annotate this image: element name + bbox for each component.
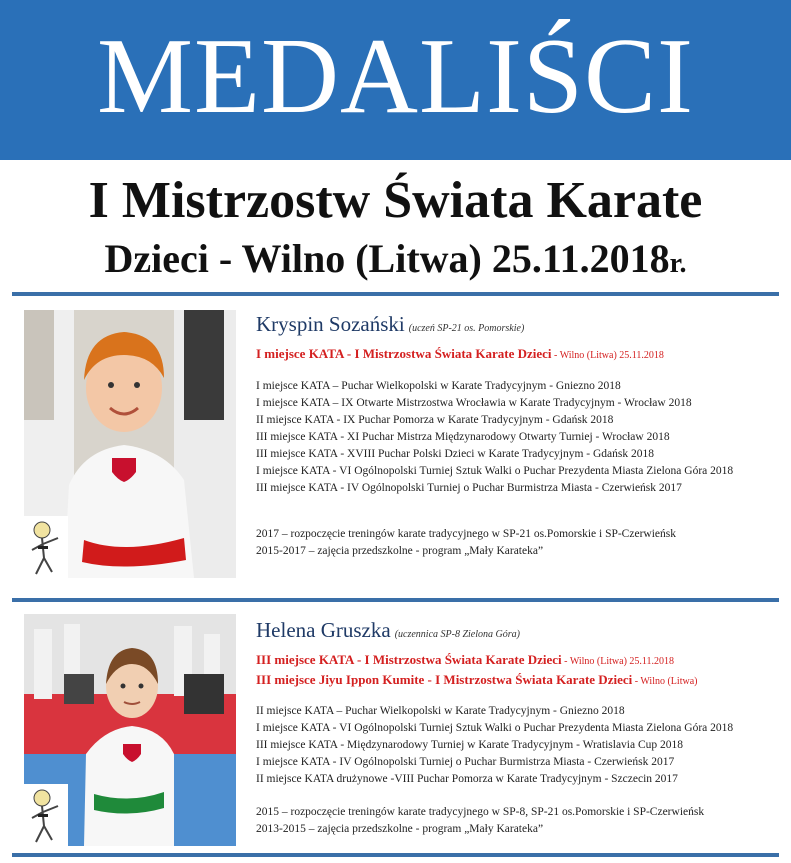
result-item: II miejsce KATA – Puchar Wielkopolski w Karate Tradycyjnym - Gniezno 2018 [256, 705, 625, 717]
divider [12, 292, 779, 296]
boy-karate-photo [24, 310, 236, 578]
result-item: II miejsce KATA - IX Puchar Pomorza w Karate Tradycyjnym - Gdańsk 2018 [256, 414, 614, 426]
athlete-name-text: Helena Gruszka [256, 618, 391, 642]
highlight-result-place: - Wilno (Litwa) 25.11.2018 [561, 656, 675, 667]
event-title: I Mistrzostw Świata Karate [88, 172, 703, 229]
highlight-result [256, 346, 664, 364]
event-subtitle-suffix: r. [669, 248, 687, 279]
highlight-result-text: III miejsce Jiyu Ippon Kumite - I Mistrzostwa Świata Karate Dzieci [256, 672, 633, 687]
result-item: III miejsce KATA - Międzynarodowy Turniej w Karate Tradycyjnym - Wratislavia Cup 2018 [256, 739, 684, 751]
result-item: III miejsce KATA - IV Ogólnopolski Turniej o Puchar Burmistrza Miasta - Czerwieńsk 2017 [256, 482, 682, 494]
athlete-school: (uczeń SP-21 os. Pomorskie) [408, 323, 525, 334]
athlete-name [256, 312, 524, 337]
athlete-name-text: Kryspin Sozański [256, 312, 405, 336]
highlight-result [256, 652, 674, 670]
history-item: 2017 – rozpoczęcie treningów karate tradycyjnego w SP-21 os.Pomorskie i SP-Czerwieńsk [256, 528, 676, 540]
girl-karate-photo [24, 614, 236, 846]
event-subtitle-text: Dzieci - Wilno (Litwa) 25.11.2018 [104, 236, 670, 281]
highlight-result-place: - Wilno (Litwa) 25.11.2018 [551, 350, 664, 361]
highlight-result-text: III miejsce KATA - I Mistrzostwa Świata Karate Dzieci [256, 652, 562, 667]
athlete-photo [24, 614, 236, 846]
divider [12, 853, 779, 857]
event-subtitle [0, 234, 791, 289]
page-title: MEDALIŚCI [97, 17, 694, 136]
highlight-result-text: I miejsce KATA - I Mistrzostwa Świata Karate Dzieci [256, 346, 552, 361]
history-item: 2013-2015 – zajęcia przedszkolne - program „Mały Karateka” [256, 823, 544, 835]
athlete-name [256, 618, 520, 643]
title-banner [0, 0, 791, 160]
divider [12, 598, 779, 602]
highlight-result [256, 672, 697, 690]
history-item: 2015 – rozpoczęcie treningów karate tradycyjnego w SP-8, SP-21 os.Pomorskie i SP-Czerwieńsk [256, 806, 705, 818]
history-item: 2015-2017 – zajęcia przedszkolne - program „Mały Karateka” [256, 545, 544, 557]
result-item: I miejsce KATA - VI Ogólnopolski Turniej Sztuk Walki o Puchar Prezydenta Miasta Zielona Góra 2018 [256, 722, 734, 734]
result-item: III miejsce KATA - XVIII Puchar Polski Dzieci w Karate Tradycyjnym - Gdańsk 2018 [256, 448, 654, 460]
result-item: I miejsce KATA – Puchar Wielkopolski w Karate Tradycyjnym - Gniezno 2018 [256, 380, 621, 392]
result-item: I miejsce KATA - VI Ogólnopolski Turniej Sztuk Walki o Puchar Prezydenta Miasta Zielona Góra 2018 [256, 465, 734, 477]
result-item: II miejsce KATA drużynowe -VIII Puchar Pomorza w Karate Tradycyjnym - Szczecin 2017 [256, 773, 678, 785]
result-item: I miejsce KATA – IX Otwarte Mistrzostwa Wrocławia w Karate Tradycyjnym - Wrocław 2018 [256, 397, 692, 409]
result-item: I miejsce KATA - IV Ogólnopolski Turniej o Puchar Burmistrza Miasta - Czerwieńsk 2017 [256, 756, 675, 768]
athlete-photo [24, 310, 236, 578]
highlight-result-place: - Wilno (Litwa) [632, 676, 698, 687]
athlete-school: (uczennica SP-8 Zielona Góra) [394, 629, 520, 640]
result-item: III miejsce KATA - XI Puchar Mistrza Międzynarodowy Otwarty Turniej - Wrocław 2018 [256, 431, 670, 443]
